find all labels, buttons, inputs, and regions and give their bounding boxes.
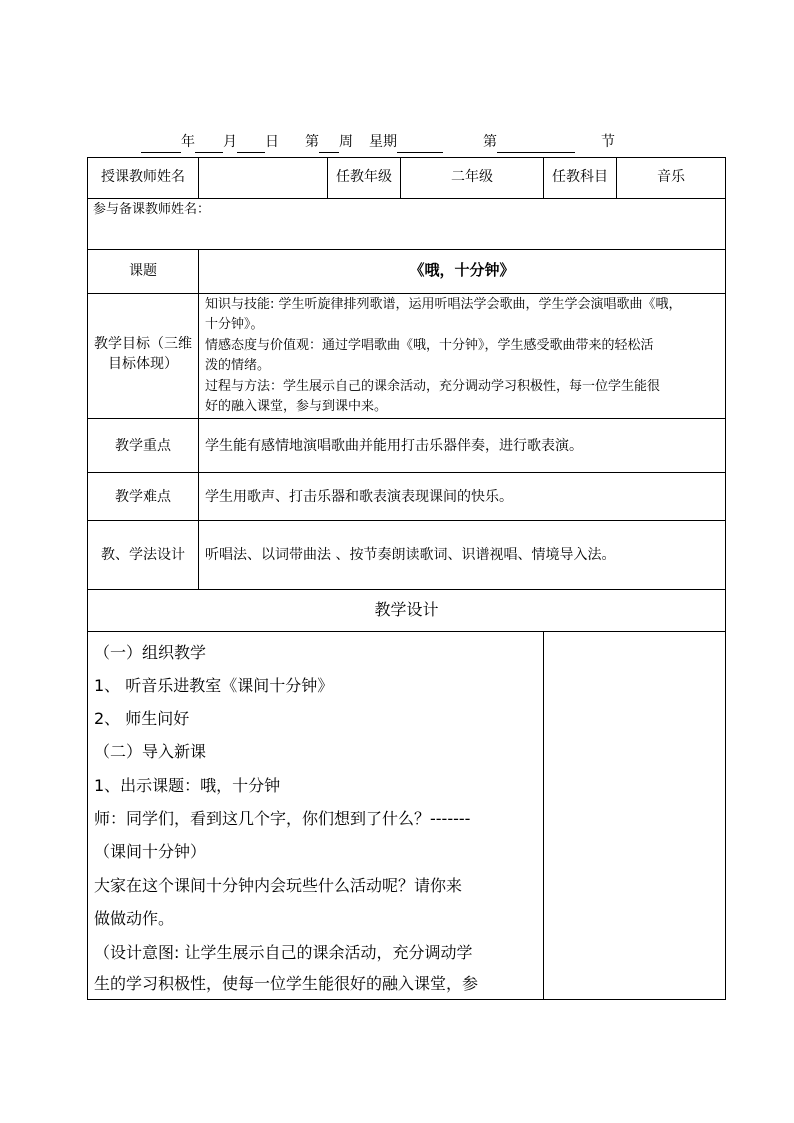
design-line: 1、 听音乐进教室《课间十分钟》 — [94, 676, 334, 695]
key-point-value: 学生能有感情地演唱歌曲并能用打击乐器伴奏，进行歌表演。 — [205, 438, 583, 454]
design-line: 1、出示课题：哦，十分钟 — [94, 776, 281, 795]
design-line: 大家在这个课间十分钟内会玩些什么活动呢？请你来 — [94, 876, 463, 895]
objective-line: 过程与方法：学生展示自己的课余活动，充分调动学习积极性，每一位学生能很 — [205, 379, 661, 394]
objective-line: 情感态度与价值观：通过学唱歌曲《哦，十分钟》，学生感受歌曲带来的轻松活 — [205, 338, 654, 353]
topic-label: 课题 — [129, 263, 157, 279]
date-line — [141, 131, 671, 153]
teacher-name-label: 授课教师姓名 — [101, 169, 185, 185]
key-point-label: 教学重点 — [115, 438, 171, 454]
week-blank[interactable] — [319, 136, 339, 153]
grade-label: 任教年级 — [336, 169, 392, 185]
period-prefix: 第 — [483, 134, 497, 150]
week-prefix: 第 — [305, 134, 319, 150]
objective-line: 知识与技能: 学生听旋律排列歌谱，运用听唱法学会歌曲，学生学会演唱歌曲《哦， — [205, 297, 682, 312]
difficulty-value: 学生用歌声、打击乐器和歌表演表现课间的快乐。 — [205, 489, 513, 505]
methods-value: 听唱法、以词带曲法 、按节奏朗读歌词、识谱视唱、情境导入法。 — [205, 547, 616, 563]
year-label: 年 — [181, 134, 195, 150]
design-line: 师：同学们，看到这几个字，你们想到了什么？------- — [94, 809, 471, 828]
subject-value[interactable]: 音乐 — [657, 169, 685, 185]
objective-line: 十分钟》。 — [205, 317, 264, 332]
weekday-label: 星期 — [369, 134, 397, 150]
methods-label: 教、学法设计 — [101, 547, 185, 563]
design-line: 做做动作。 — [94, 909, 175, 928]
design-line: （课间十分钟） — [94, 842, 207, 861]
topic-title: 《哦，十分钟》 — [409, 261, 515, 279]
design-line: 生的学习积极性，使每一位学生能很好的融入课堂，参 — [94, 974, 479, 993]
subject-label: 任教科目 — [552, 169, 608, 185]
period-suffix: 节 — [601, 134, 615, 150]
year-blank[interactable] — [141, 136, 181, 153]
design-heading: 教学设计 — [374, 600, 439, 619]
design-line: 2、 师生问好 — [94, 709, 190, 728]
objective-line: 好的融入课堂，参与到课中来。 — [205, 399, 388, 414]
design-line: （二）导入新课 — [94, 742, 207, 761]
difficulty-label: 教学难点 — [115, 489, 171, 505]
week-suffix: 周 — [339, 134, 353, 150]
objectives-label: 教学目标（三维目标体现） — [94, 336, 192, 372]
participants-label: 参与备课教师姓名： — [93, 202, 211, 217]
period-blank[interactable] — [497, 136, 575, 153]
weekday-blank[interactable] — [397, 136, 443, 153]
objective-line: 泼的情绪。 — [205, 358, 271, 373]
grade-value[interactable]: 二年级 — [451, 169, 493, 185]
month-blank[interactable] — [195, 136, 223, 153]
day-label: 日 — [265, 134, 279, 150]
design-line: （一）组织教学 — [94, 643, 207, 662]
day-blank[interactable] — [237, 136, 265, 153]
design-line: （设计意图: 让学生展示自己的课余活动，充分调动学 — [94, 943, 473, 962]
month-label: 月 — [223, 134, 237, 150]
